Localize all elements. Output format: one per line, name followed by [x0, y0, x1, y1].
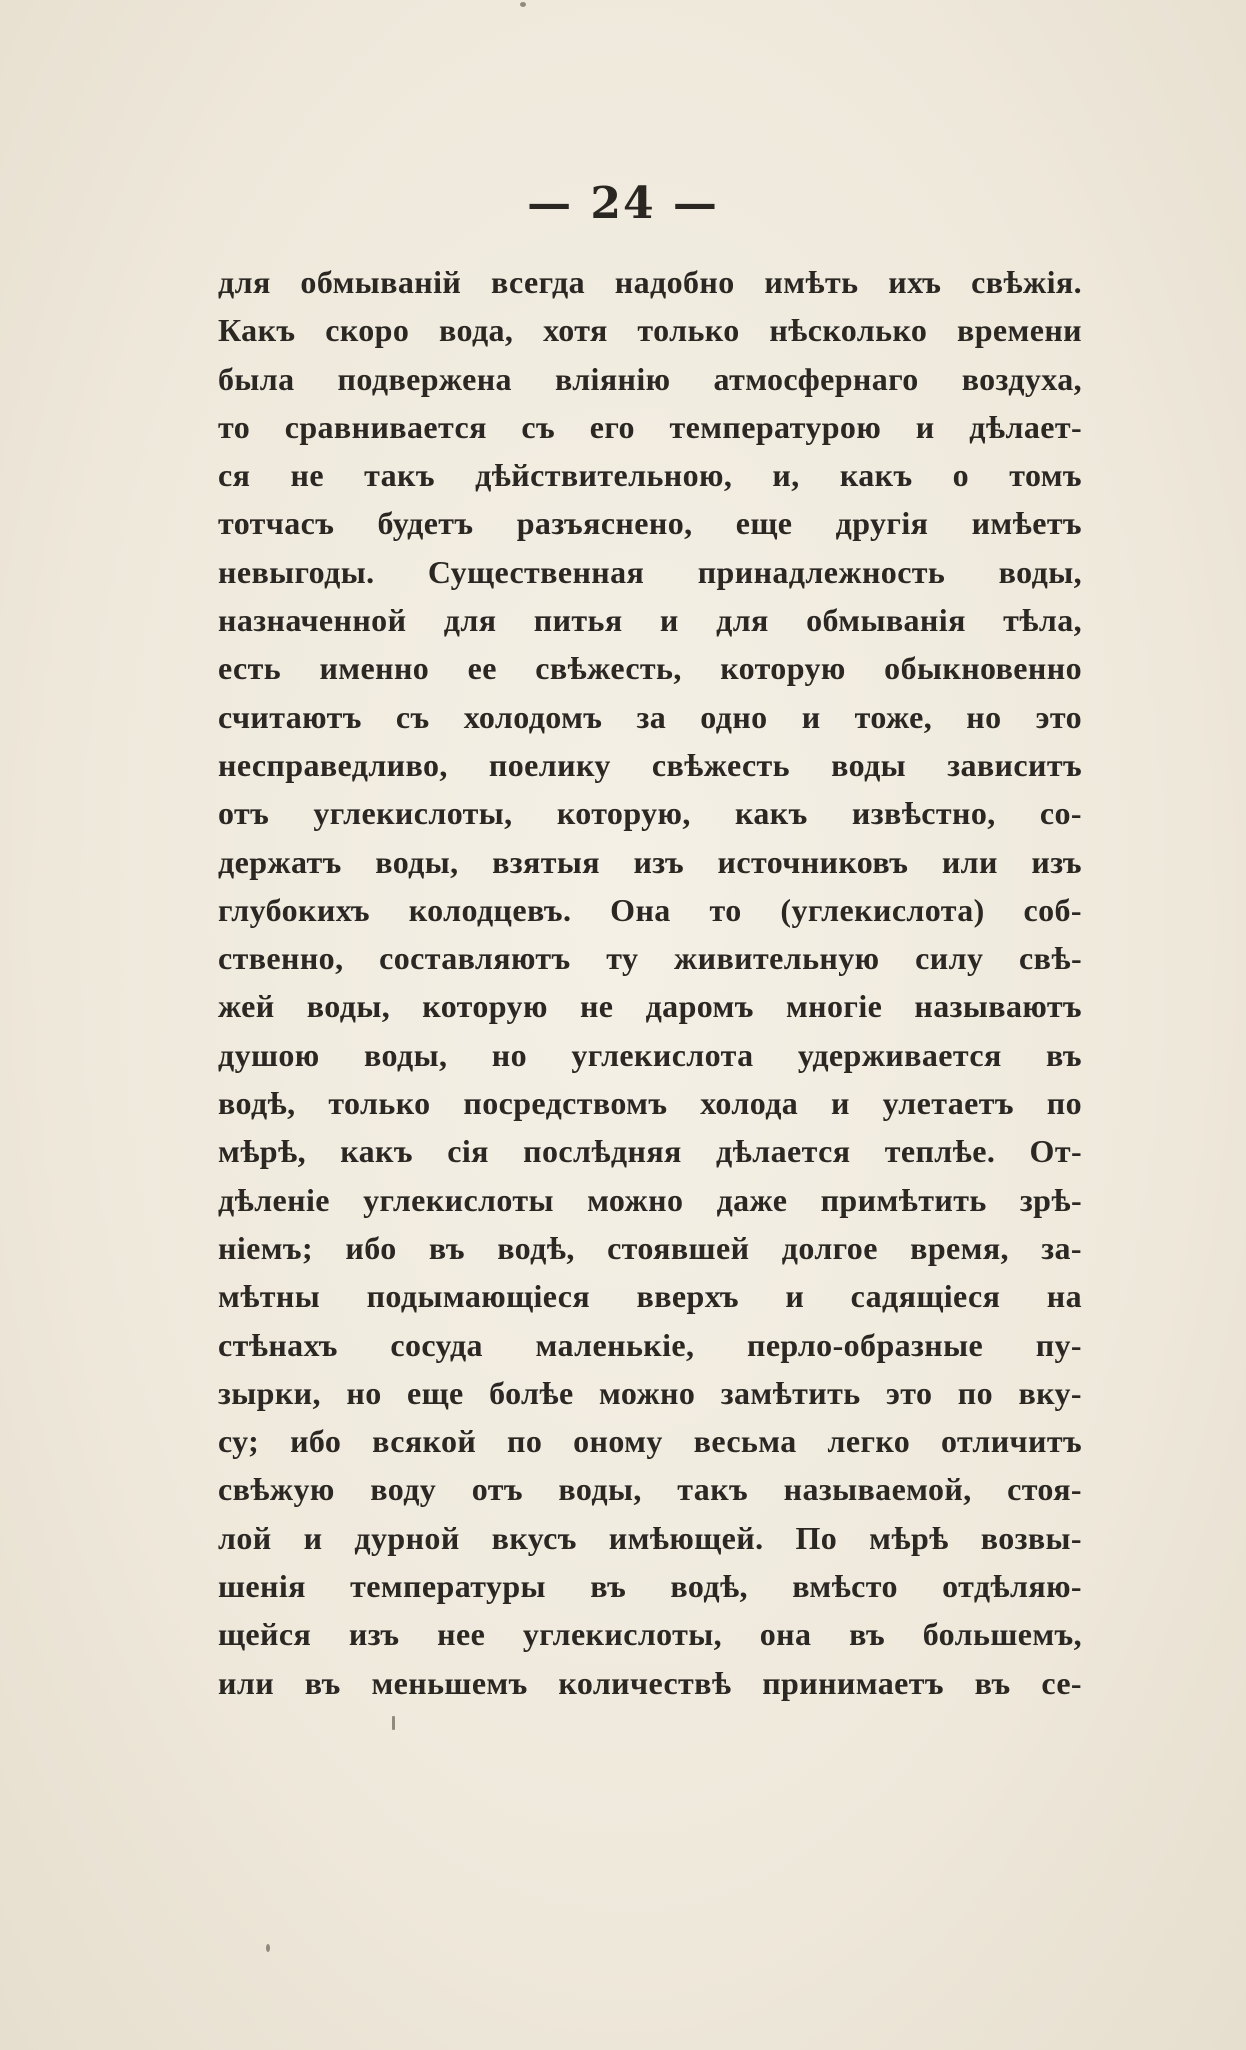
paper-speck [520, 2, 526, 7]
text-line-22: мѣтны подымающiеся вверхъ и садящiеся на [218, 1278, 1082, 1315]
text-line-15: ственно, составляютъ ту живительную силу свѣ- [218, 940, 1082, 977]
text-line-27: лой и дурной вкусъ имѣющей. По мѣрѣ возвы- [218, 1519, 1082, 1556]
text-line-10: считаютъ съ холодомъ за одно и тоже, но это [218, 698, 1082, 735]
text-line-8: назначенной для питья и для обмыванiя тѣла, [218, 602, 1082, 639]
text-line-4: то сравнивается съ его температурою и дѣлает- [218, 408, 1082, 445]
text-line-13: держатъ воды, взятыя изъ источниковъ или изъ [218, 843, 1082, 880]
text-line-2: Какъ скоро вода, хотя только нѣсколько времени [218, 312, 1082, 349]
text-line-29: щейся изъ нее углекислоты, она въ большемъ, [218, 1616, 1082, 1653]
text-line-5: ся не такъ дѣйствительною, и, какъ о томъ [218, 457, 1082, 494]
text-line-28: шенiя температуры въ водѣ, вмѣсто отдѣляю- [218, 1568, 1082, 1605]
text-line-25: су; ибо всякой по оному весьма легко отличитъ [218, 1423, 1082, 1460]
paper-speck [266, 1944, 270, 1952]
page-number: — 24 — [527, 178, 719, 229]
text-line-30: или въ меньшемъ количествѣ принимаетъ въ се- [218, 1664, 1082, 1701]
text-line-1: для обмыванiй всегда надобно имѣть ихъ свѣжiя. [218, 264, 1082, 300]
text-line-3: была подвержена влiянiю атмосфернаго воздуха, [218, 360, 1082, 397]
text-line-20: дѣленiе углекислоты можно даже примѣтить зрѣ- [218, 1181, 1082, 1218]
text-line-6: тотчасъ будетъ разъяснено, еще другiя имѣетъ [218, 505, 1082, 542]
text-line-23: стѣнахъ сосуда маленькiе, перло-образные пу- [218, 1326, 1082, 1363]
text-line-21: нiемъ; ибо въ водѣ, стоявшей долгое время, за- [218, 1229, 1082, 1266]
text-line-14: глубокихъ колодцевъ. Она то (углекислота) соб- [218, 891, 1082, 928]
text-line-11: несправедливо, поелику свѣжесть воды зависитъ [218, 746, 1082, 783]
text-line-24: зырки, но еще болѣе можно замѣтить это по вку- [218, 1374, 1082, 1411]
text-line-16: жей воды, которую не даромъ многiе называютъ [218, 988, 1082, 1025]
body-text [218, 258, 1082, 1707]
text-line-12: отъ углекислоты, которую, какъ извѣстно, со- [218, 795, 1082, 832]
text-line-7: невыгоды. Существенная принадлежность воды, [218, 553, 1082, 590]
text-line-17: душою воды, но углекислота удерживается въ [218, 1036, 1082, 1073]
text-line-9: есть именно ее свѣжесть, которую обыкновенно [218, 650, 1082, 687]
text-line-18: водѣ, только посредствомъ холода и улетаетъ по [218, 1085, 1082, 1122]
paper-speck [392, 1716, 395, 1730]
text-line-19: мѣрѣ, какъ сiя послѣдняя дѣлается теплѣе. От- [218, 1133, 1082, 1170]
text-line-26: свѣжую воду отъ воды, такъ называемой, стоя- [218, 1471, 1082, 1508]
